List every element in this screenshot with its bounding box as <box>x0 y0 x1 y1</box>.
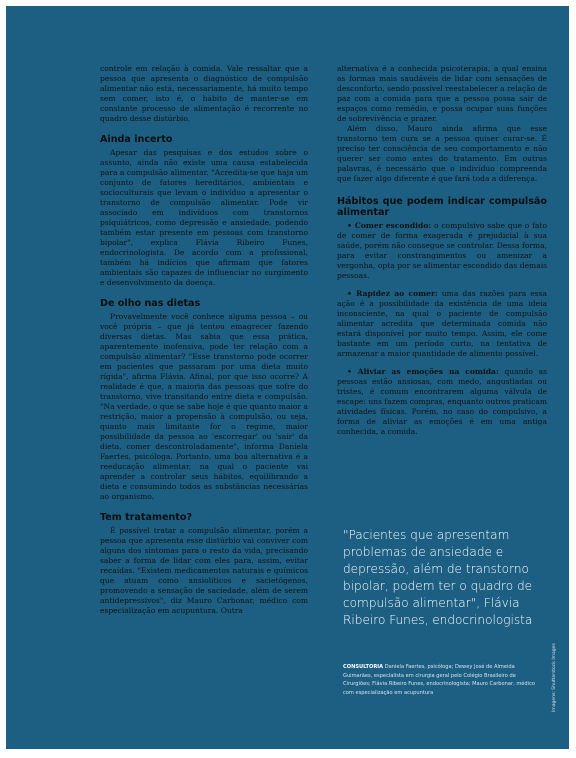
right-column <box>337 64 547 437</box>
paragraph: controle em relação à comida. Vale ressaltar que a pessoa que apresenta o diagnóstico de compulsão alimentar não está, necessariamente, há muito tempo sem comer, isto é, o hábito de manter-se em constante processo de alimentação é recorrente no quadro desse distúrbio. <box>100 64 308 123</box>
consultancy-credits <box>343 663 541 697</box>
paragraph: Provavelmente você conhece alguma pessoa – ou você própria – que já tentou emagrecer fazendo diversas dietas. Mas sabia que essa prática, aparentemente inofensiva, pode ter relação com a compulsão alimentar? "Esse transtorno pode ocorrer em pacientes que passaram por uma dieta muito rígida", afirma Flávia. Afinal, por que isso ocorre? A realidade é que, a maioria das pessoas que sofre do transtorno, vive transitando entre dieta e compulsão. "Na verdade, o que se sabe hoje é que quanto maior a restrição, maior a propensão à compulsão, ou seja, quanto mais limitante for o regime, maior possibilidade da pessoa ao 'escorregar' ou 'sair' da dieta, comer descontroladamente", informa Daniela Faertes, psicóloga. Portanto, uma boa alternativa é a reeducação alimentar, na qual o paciente vai aprender a controlar seus hábitos, equilibrando a dieta e consumindo todos as substâncias necessárias ao organismo. <box>100 312 308 501</box>
paragraph: Apesar das pesquisas e dos estudos sobre o assunto, ainda não existe uma causa estabelecida para a compulsão alimentar. "Acredita-se que haja um conjunto de fatores hereditários, ambientais e socioculturais que levam o indivíduo a apresentar o transtorno de compulsão alimentar. Pode vir associado em indivíduos com transtornos psiquiátricos, como depressão e ansiedade, podendo também estar presente em pessoas com transtorno bipolar", explica Flávia Ribeiro Funes, endocrinologista. De acordo com a profissional, também há indícios que afirmam que fatores ambientais são capazes de influenciar no surgimento e desenvolvimento da doença. <box>100 148 308 287</box>
bullet-text: quando as pessoas estão ansiosas, com medo, angustiadas ou tristes, é comum encontrarem alguma válvula de escape: uns fazem compras, enquanto outros praticam atividades físicas. Porém, no caso do compulsivo, a forma de aliviar as emoções é em uma antiga conhecida, a comida. <box>337 367 547 436</box>
consultancy-text: Daniela Faertes, psicóloga; Dewey José de Almeida Guimarães, especialista em cirurgia geral pelo Colégio Brasileiro de Cirurgiões; Flávia Ribeiro Funes, endocrinologista; Mauro Carbonar, médico com especialização em acupuntura <box>343 664 535 696</box>
paragraph: alternativa é a conhecida psicoterapia, a qual ensina as formas mais saudáveis de lidar com sensações de desconforto, sendo possível reestabelecer a relação de paz com a comida para que a pessoa possa sair de espaços como remédio, e possa ocupar suas funções de sobrevivência e prazer. <box>337 64 547 123</box>
section-heading: Tem tratamento? <box>100 512 193 523</box>
image-credit: Imagens: Shutterstock Images <box>552 643 557 712</box>
left-column <box>100 64 308 616</box>
pull-quote: "Pacientes que apresentam problemas de ansiedade e depressão, além de transtorno bipolar, podem ter o quadro de compulsão alimentar", Flávia Ribeiro Funes, endocrinologista <box>343 528 533 627</box>
bullet-text: o compulsivo sabe que o fato de comer de forma exagerada é prejudicial à sua saúde, porém não consegue se controlar. Dessa forma, para evitar constrangimentos ou amenizar a vergonha, opta por se alimentar escondido das demais pessoas. <box>337 221 547 280</box>
paragraph: É possível tratar a compulsão alimentar, porém a pessoa que apresenta esse distúrbio vai conviver com alguns dos sintomas para o resto da vida, precisando saber a forma de lidar com eles para, assim, evitar recaídas. "Existem medicamentos naturais e químicos que atuam como ansiolíticos e sacietógenos, promovendo a sensação de saciedade, além de serem antidepressivos", diz Mauro Carbonar, médico com especialização em acupuntura. Outra <box>100 526 308 615</box>
section-heading: Hábitos que podem indicar compulsão alimentar <box>337 196 547 218</box>
paragraph: Além disso, Mauro ainda afirma que esse transtorno tem cura se a pessoa quiser curar-se. É preciso ter consciência de seu comportamento e não querer ser como antes do tratamento. Em outras palavras, é necessário que o indivíduo compreenda que fazer algo diferente é que fará toda a diferença. <box>337 124 547 183</box>
bullet-lead: • Rapidez ao comer: <box>347 289 438 298</box>
bullet-lead: • Comer escondido: <box>347 221 432 230</box>
section-heading: De olho nas dietas <box>100 298 201 309</box>
bullet-item <box>337 367 547 437</box>
consultancy-label: CONSULTORIA <box>343 664 384 670</box>
bullet-item <box>337 289 547 359</box>
section-heading: Ainda incerto <box>100 134 173 145</box>
bullet-lead: • Aliviar as emoções na comida: <box>347 367 499 376</box>
bullet-text: uma das razões para essa ação é a possibilidade da existência de uma ideia inconsciente, na qual o paciente de compulsão alimentar acredita que determinada comida não estará disponível por muito tempo. Assim, ele come bastante em um período curto, na tentativa de armazenar a maior quantidade de alimento possível. <box>337 289 547 358</box>
bullet-item <box>337 221 547 281</box>
